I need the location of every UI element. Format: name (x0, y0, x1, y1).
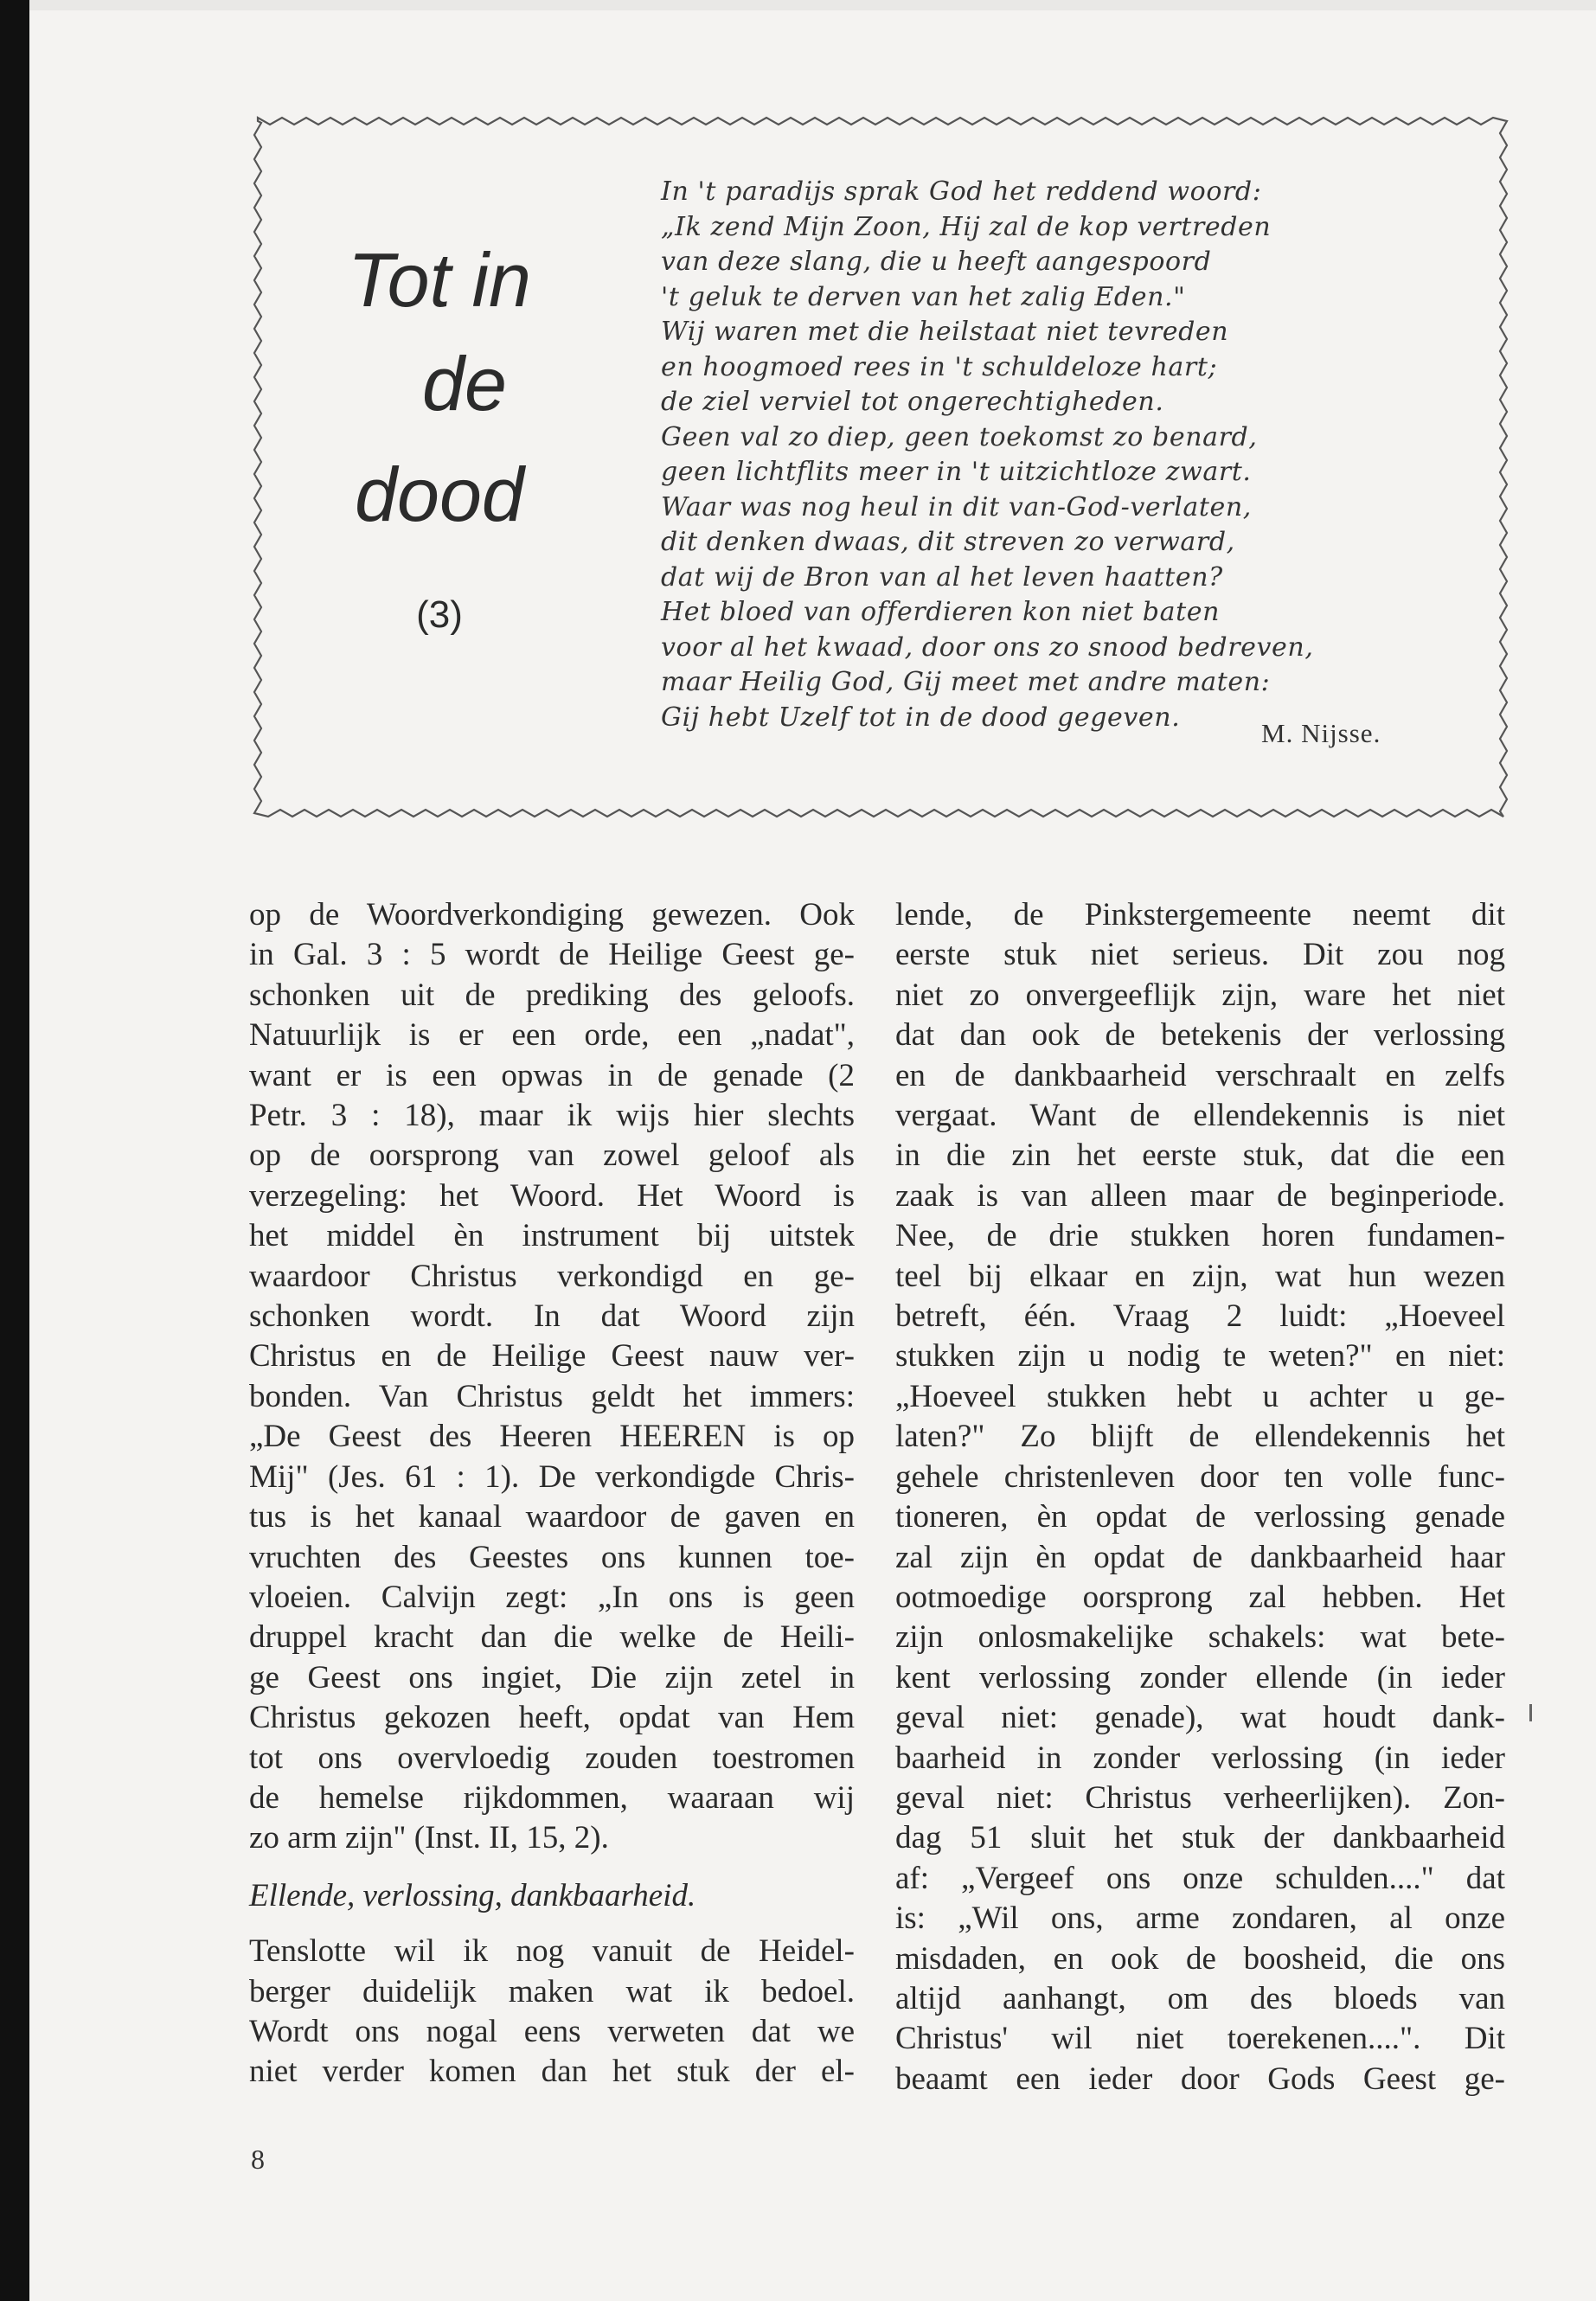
text-line: zal zijn èn opdat de dankbaarheid haar (895, 1539, 1505, 1575)
poem-line: Waar was nog heul in dit van-God-verlaten, (661, 491, 1252, 522)
text-line: zaak is van alleen maar de beginperiode. (895, 1177, 1505, 1214)
poem-line: en hoogmoed rees in 't schuldeloze hart; (661, 351, 1218, 382)
poem-line: In 't paradijs sprak God het reddend woord: (661, 176, 1262, 207)
poem-line: Het bloed van offerdieren kon niet baten (661, 597, 1221, 627)
text-line: af: „Vergeef ons onze schulden...." dat (895, 1860, 1505, 1896)
text-line: baarheid in zonder verlossing (in ieder (895, 1740, 1505, 1776)
text-line: geval niet: Christus verheerlijken). Zon- (895, 1779, 1505, 1816)
text-line: is: „Wil ons, arme zondaren, al onze (895, 1900, 1505, 1937)
text-line: teel bij elkaar en zijn, wat hun wezen (895, 1258, 1505, 1294)
text-line: Mij" (Jes. 61 : 1). De verkondigde Chris- (249, 1458, 855, 1495)
text-line: tot ons overvloedig zouden toestromen (249, 1740, 855, 1776)
poem-line: geen lichtflits meer in 't uitzichtloze zwart. (661, 457, 1252, 487)
poem-line: Gij hebt Uzelf tot in de dood gegeven. (661, 702, 1181, 733)
text-line: waardoor Christus verkondigd en ge- (249, 1258, 855, 1294)
text-line: vruchten des Geestes ons kunnen toe- (249, 1539, 855, 1575)
text-line: stukken zijn u nodig te weten?" en niet: (895, 1338, 1505, 1375)
text-line: vergaat. Want de ellendekennis is niet (895, 1098, 1505, 1134)
text-line: niet verder komen dan het stuk der el- (249, 2054, 855, 2090)
text-line: Nee, de drie stukken horen fundamen- (895, 1218, 1505, 1254)
text-line: en de dankbaarheid verschraalt en zelfs (895, 1057, 1505, 1093)
page-number: 8 (251, 2144, 265, 2175)
text-line: lende, de Pinkstergemeente neemt dit (895, 897, 1505, 933)
text-line: Christus' wil niet toerekenen....". Dit (895, 2021, 1505, 2057)
text-line: altijd aanhangt, om des bloeds van (895, 1980, 1505, 2016)
text-line: misdaden, en ook de boosheid, die ons (895, 1940, 1505, 1977)
poem-text (661, 175, 1474, 735)
text-line: betreft, één. Vraag 2 luidt: „Hoeveel (895, 1298, 1505, 1335)
poem-part-number: (3) (416, 593, 463, 636)
text-line: Christus gekozen heeft, opdat van Hem (249, 1700, 855, 1736)
text-line: Tenslotte wil ik nog vanuit de Heidel- (249, 1933, 855, 1970)
text-line: vloeien. Calvijn zegt: „In ons is geen (249, 1579, 855, 1615)
text-line: Christus en de Heilige Geest nauw ver- (249, 1338, 855, 1375)
text-line: op de Woordverkondiging gewezen. Ook (249, 897, 855, 933)
poem-title-line: de (422, 341, 507, 426)
text-line: tioneren, èn opdat de verlossing genade (895, 1499, 1505, 1535)
page-left-edge (0, 0, 29, 2301)
text-line: tus is het kanaal waardoor de gaven en (249, 1499, 855, 1535)
left-column-paragraph (249, 895, 855, 1859)
text-line: zo arm zijn" (Inst. II, 15, 2). (249, 1820, 609, 1856)
text-line: schonken wordt. In dat Woord zijn (249, 1298, 855, 1335)
margin-mark (1529, 1704, 1532, 1721)
text-line: verzegeling: het Woord. Het Woord is (249, 1177, 855, 1214)
text-line: laten?" Zo blijft de ellendekennis het (895, 1419, 1505, 1455)
poem-line: Geen val zo diep, geen toekomst zo benard, (661, 421, 1258, 452)
text-line: kent verlossing zonder ellende (in ieder (895, 1659, 1505, 1695)
article-left-column (249, 895, 855, 2093)
text-line: Natuurlijk is er een orde, een „nadat", (249, 1017, 855, 1054)
text-line: Petr. 3 : 18), maar ik wijs hier slechts (249, 1098, 855, 1134)
text-line: niet zo onvergeeflijk zijn, ware het niet (895, 977, 1505, 1013)
poem-line: „Ik zend Mijn Zoon, Hij zal de kop vertreden (661, 211, 1272, 242)
text-line: „De Geest des Heeren HEEREN is op (249, 1419, 855, 1455)
poem-line: van deze slang, die u heeft aangespoord (661, 247, 1212, 277)
text-line: in die zin het eerste stuk, dat die een (895, 1138, 1505, 1174)
text-line: de hemelse rijkdommen, waaraan wij (249, 1779, 855, 1816)
poem-line: maar Heilig God, Gij meet met andre maten: (661, 667, 1271, 697)
poem-line: Wij waren met die heilstaat niet tevreden (661, 317, 1229, 347)
poem-line: de ziel verviel tot ongerechtigheden. (661, 387, 1164, 417)
poem-author: M. Nijsse. (1261, 718, 1381, 748)
text-line: gehele christenleven door ten volle func- (895, 1458, 1505, 1495)
text-line: dag 51 sluit het stuk der dankbaarheid (895, 1820, 1505, 1856)
poem-line: 't geluk te derven van het zalig Eden." (661, 281, 1186, 312)
text-line: zijn onlosmakelijke schakels: wat bete- (895, 1619, 1505, 1656)
text-line: schonken uit de prediking des geloofs. (249, 977, 855, 1013)
left-column-paragraph (249, 1932, 855, 2093)
text-line: berger duidelijk maken wat ik bedoel. (249, 1973, 855, 2009)
right-column-paragraph (895, 895, 1505, 2099)
poem-line: voor al het kwaad, door ons zo snood bedreven, (661, 631, 1314, 663)
section-heading: Ellende, verlossing, dankbaarheid. (249, 1877, 696, 1913)
page-top-edge (0, 0, 1596, 10)
text-line: „Hoeveel stukken hebt u achter u ge- (895, 1378, 1505, 1414)
text-line: Wordt ons nogal eens verweten dat we (249, 2013, 855, 2049)
text-line: op de oorsprong van zowel geloof als (249, 1138, 855, 1174)
text-line: het middel èn instrument bij uitstek (249, 1218, 855, 1254)
poem-line: dit denken dwaas, dit streven zo verward, (661, 527, 1235, 557)
text-line: dat dan ook de betekenis der verlossing (895, 1017, 1505, 1054)
poem-box (249, 112, 1512, 822)
text-line: ge Geest ons ingiet, Die zijn zetel in (249, 1659, 855, 1695)
text-line: geval niet: genade), wat houdt dank- (895, 1700, 1505, 1736)
text-line: bonden. Van Christus geldt het immers: (249, 1378, 855, 1414)
text-line: ootmoedige oorsprong zal hebben. Het (895, 1579, 1505, 1615)
poem-title (336, 237, 543, 637)
article-right-column (895, 895, 1505, 2099)
text-line: eerste stuk niet serieus. Dit zou nog (895, 937, 1505, 973)
text-line: in Gal. 3 : 5 wordt de Heilige Geest ge- (249, 937, 855, 973)
poem-title-line: dood (355, 452, 524, 537)
poem-line: dat wij de Bron van al het leven haatten? (661, 561, 1223, 593)
text-line: druppel kracht dan die welke de Heili- (249, 1619, 855, 1656)
text-line: want er is een opwas in de genade (2 (249, 1057, 855, 1093)
poem-title-line: Tot in (347, 237, 531, 323)
text-line: beaamt een ieder door Gods Geest ge- (895, 2061, 1505, 2097)
